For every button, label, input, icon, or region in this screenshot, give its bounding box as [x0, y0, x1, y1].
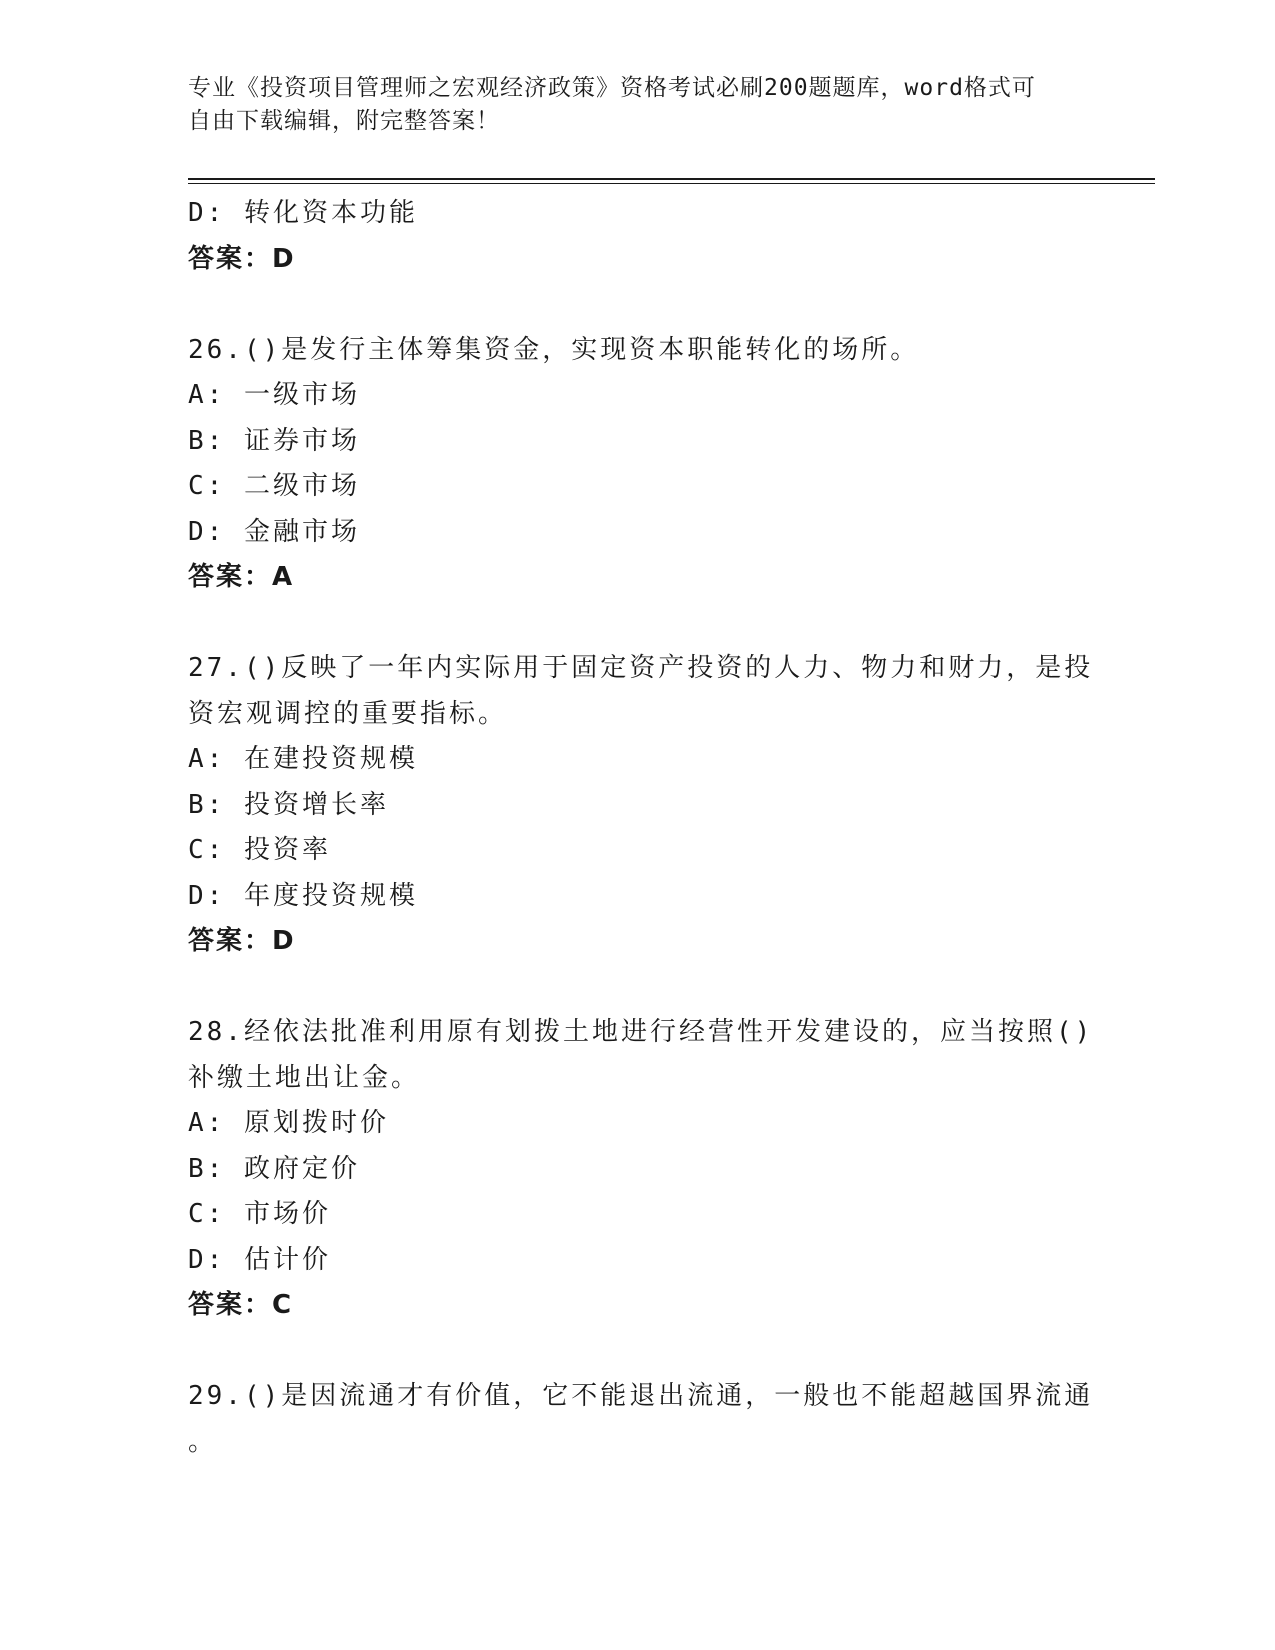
option-d: D: 年度投资规模: [188, 880, 418, 911]
question-stem-line: 补缴土地出让金。: [188, 1062, 421, 1093]
header-divider-thick: [188, 178, 1155, 180]
spacer: [188, 1329, 1088, 1375]
option-b: B: 投资增长率: [188, 789, 389, 820]
option-c: C: 二级市场: [188, 471, 360, 501]
answer: 答案：A: [188, 562, 295, 592]
header-line-1: 专业《投资项目管理师之宏观经济政策》资格考试必刷200题题库，word格式可: [188, 75, 1036, 101]
question-27: [188, 646, 1094, 965]
answer: 答案：D: [188, 243, 296, 274]
question-29: [188, 1374, 1094, 1465]
question-stem-line: 26.()是发行主体筹集资金，实现资本职能转化的场所。: [188, 334, 920, 365]
header-divider-thin: [188, 183, 1155, 184]
option-a: A: 在建投资规模: [188, 744, 418, 774]
header-line-2: 自由下载编辑，附完整答案！: [188, 108, 500, 134]
answer: 答案：C: [188, 1290, 294, 1320]
spacer: [188, 965, 1088, 1011]
option-d: D: 金融市场: [188, 516, 360, 547]
option-b: B: 政府定价: [188, 1153, 360, 1184]
option-b: B: 证券市场: [188, 425, 360, 456]
answer: 答案：D: [188, 926, 296, 956]
spacer: [188, 601, 1088, 647]
question-26: [188, 328, 1088, 601]
option-a: A: 原划拨时价: [188, 1108, 389, 1138]
question-stem-line: 资宏观调控的重要指标。: [188, 698, 508, 729]
question-28: [188, 1010, 1094, 1329]
spacer: [188, 282, 1088, 328]
option-c: C: 投资率: [188, 835, 331, 865]
option-d: D: 转化资本功能: [188, 198, 418, 228]
question-stem-line: 27.()反映了一年内实际用于固定资产投资的人力、物力和财力，是投: [188, 653, 1094, 683]
option-a: A: 一级市场: [188, 380, 360, 410]
option-c: C: 市场价: [188, 1199, 331, 1229]
document-header: [188, 72, 1088, 138]
question-stem-line: 。: [188, 1426, 218, 1457]
question-list: [188, 191, 1094, 1465]
question-stem-line: 28.经依法批准利用原有划拨土地进行经营性开发建设的，应当按照(): [188, 1017, 1094, 1047]
question-stem-line: 29.()是因流通才有价值，它不能退出流通，一般也不能超越国界流通: [188, 1381, 1094, 1411]
option-d: D: 估计价: [188, 1244, 331, 1275]
